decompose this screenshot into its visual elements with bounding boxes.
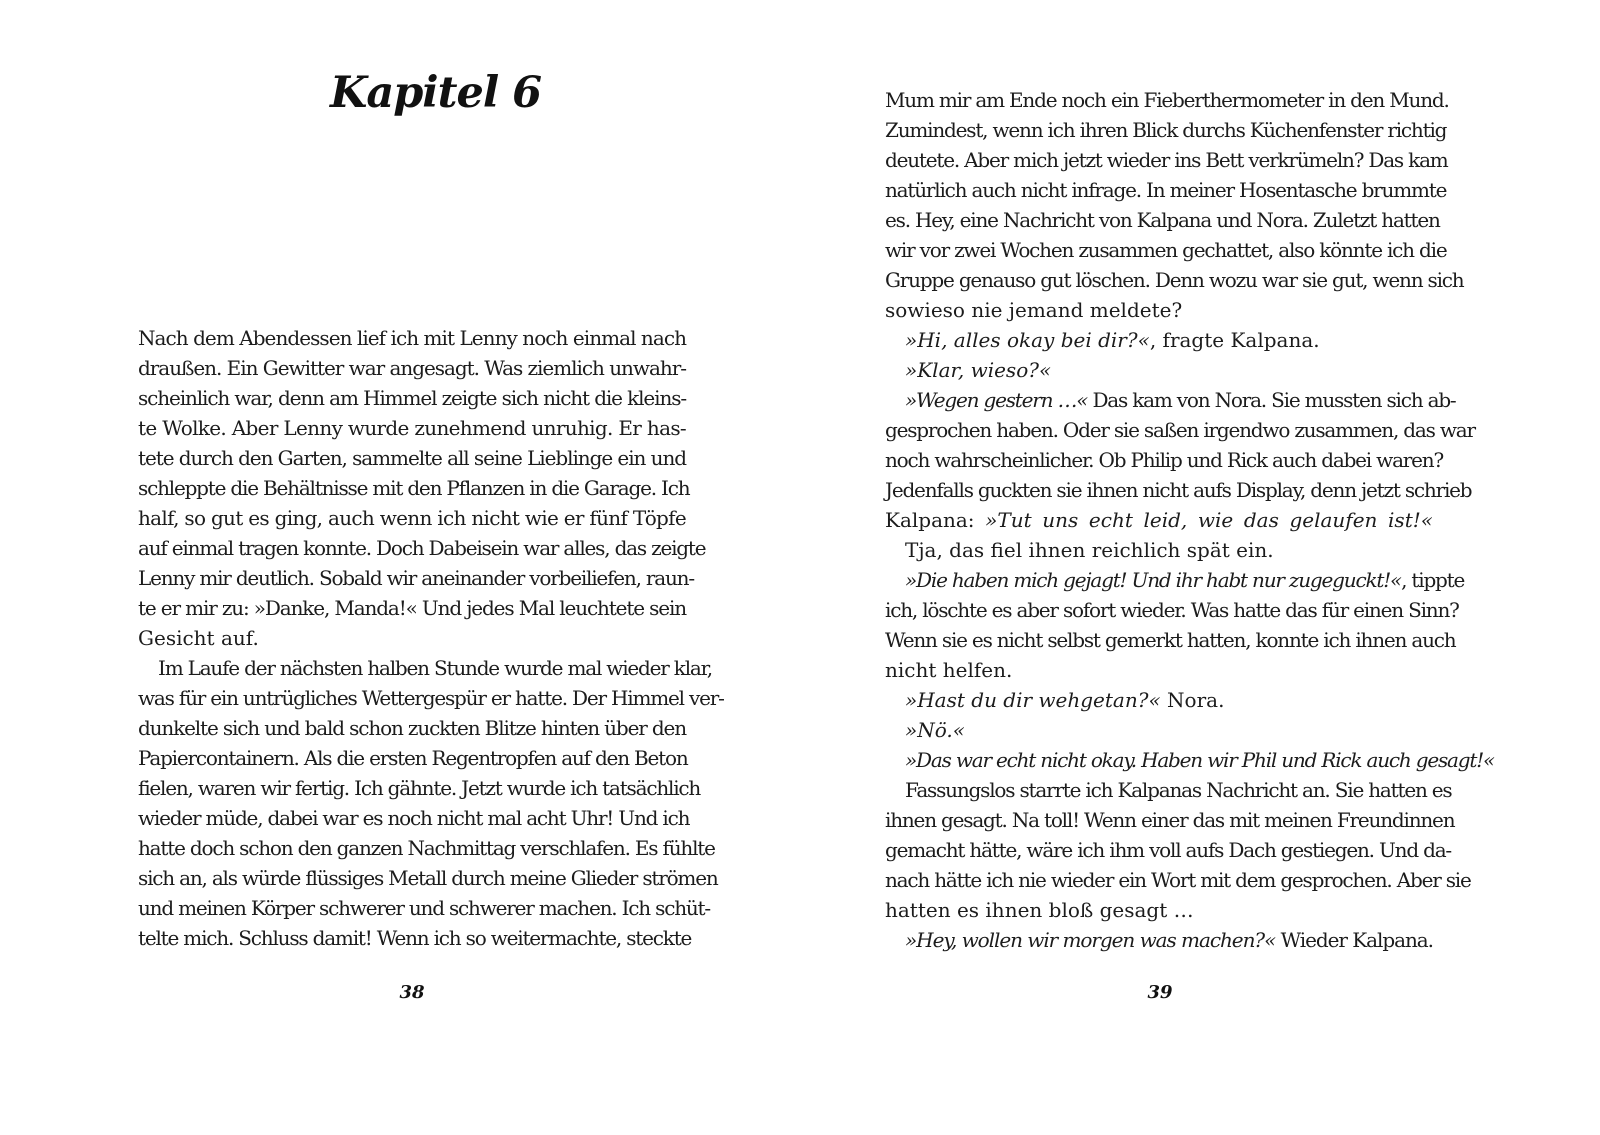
- text-line: [138, 383, 686, 413]
- text-line: [885, 745, 1495, 775]
- text-segment: es. Hey, eine Nachricht von Kalpana und Nora. Zuletzt hatten: [885, 208, 1440, 232]
- text-segment: te Wolke. Aber Lenny wurde zunehmend unruhig. Er has-: [138, 416, 687, 440]
- text-segment: ihnen gesagt. Na toll! Wenn einer das mit meinen Freundinnen: [885, 808, 1455, 832]
- text-line: [138, 683, 724, 713]
- text-line: [138, 803, 690, 833]
- text-line: [885, 865, 1471, 895]
- text-line: [885, 115, 1447, 145]
- page-number-right: 39: [1147, 982, 1173, 1003]
- text-line: [885, 685, 1433, 715]
- text-line: [885, 175, 1447, 205]
- text-line: [885, 625, 1456, 655]
- text-segment: Lenny mir deutlich. Sobald wir aneinander vorbeiliefen, raun-: [138, 566, 694, 590]
- text-line: [885, 355, 1433, 385]
- text-segment: Gesicht auf.: [138, 626, 259, 650]
- text-line: [885, 895, 1433, 925]
- text-segment: Nach dem Abendessen lief ich mit Lenny noch einmal nach: [138, 326, 687, 350]
- text-segment: Kalpana:: [885, 508, 986, 532]
- text-segment: half, so gut es ging, auch wenn ich nicht wie er fünf Töpfe: [138, 506, 686, 530]
- text-segment: gemacht hätte, wäre ich ihm voll aufs Dach gestiegen. Und da-: [885, 838, 1451, 862]
- text-line: [885, 265, 1464, 295]
- text-segment: Tja, das fiel ihnen reichlich spät ein.: [905, 538, 1274, 562]
- text-line: [138, 563, 694, 593]
- text-segment: telte mich. Schluss damit! Wenn ich so weitermachte, steckte: [138, 926, 692, 950]
- text-line: [138, 893, 710, 923]
- text-line: [138, 773, 701, 803]
- text-segment: nach hätte ich nie wieder ein Wort mit dem gesprochen. Aber sie: [885, 868, 1471, 892]
- text-segment: ich, löschte es aber sofort wieder. Was hatte das für einen Sinn?: [885, 598, 1459, 622]
- text-segment: Fassungslos starrte ich Kalpanas Nachricht an. Sie hatten es: [905, 778, 1452, 802]
- text-segment: tete durch den Garten, sammelte all seine Lieblinge ein und: [138, 446, 686, 470]
- text-segment: Das kam von Nora. Sie mussten sich ab-: [1087, 388, 1456, 412]
- text-line: [885, 775, 1452, 805]
- text-line: [885, 595, 1459, 625]
- page-number-left: 38: [399, 982, 425, 1003]
- chapter-title: Kapitel 6: [330, 68, 542, 118]
- text-line: [885, 535, 1433, 565]
- text-line: [138, 503, 686, 533]
- text-segment: auf einmal tragen konnte. Doch Dabeisein war alles, das zeigte: [138, 536, 706, 560]
- text-segment: Im Laufe der nächsten halben Stunde wurde mal wieder klar,: [158, 656, 712, 680]
- text-line: [138, 833, 715, 863]
- text-line: [885, 325, 1433, 355]
- text-segment: Mum mir am Ende noch ein Fieberthermometer in den Mund.: [885, 88, 1449, 112]
- text-segment: schleppte die Behältnisse mit den Pflanzen in die Garage. Ich: [138, 476, 690, 500]
- text-segment: und meinen Körper schwerer und schwerer machen. Ich schüt-: [138, 896, 710, 920]
- text-segment: , fragte Kalpana.: [1149, 328, 1320, 352]
- right-page: [800, 0, 1600, 1135]
- text-segment: gesprochen haben. Oder sie saßen irgendwo zusammen, das war: [885, 418, 1475, 442]
- text-segment: natürlich auch nicht infrage. In meiner Hosentasche brummte: [885, 178, 1447, 202]
- italic-text-segment: »Die haben mich gejagt! Und ihr habt nur zugeguckt!«: [905, 568, 1402, 592]
- italic-text-segment: »Hey, wollen wir morgen was machen?«: [905, 928, 1276, 952]
- text-segment: fielen, waren wir fertig. Ich gähnte. Jetzt wurde ich tatsächlich: [138, 776, 701, 800]
- text-segment: dunkelte sich und bald schon zuckten Blitze hinten über den: [138, 716, 686, 740]
- text-segment: , tippte: [1401, 568, 1465, 592]
- text-line: [138, 443, 686, 473]
- text-line: [138, 923, 692, 953]
- text-line: [885, 925, 1433, 955]
- text-segment: Wieder Kalpana.: [1275, 928, 1433, 952]
- right-page-text: [885, 85, 1495, 955]
- text-segment: sich an, als würde flüssiges Metall durch meine Glieder strömen: [138, 866, 718, 890]
- italic-text-segment: »Nö.«: [905, 718, 966, 742]
- text-segment: wieder müde, dabei war es noch nicht mal acht Uhr! Und ich: [138, 806, 690, 830]
- left-page-text: [138, 323, 724, 953]
- text-line: [138, 623, 686, 653]
- text-line: [138, 473, 690, 503]
- text-segment: wir vor zwei Wochen zusammen gechattet, also könnte ich die: [885, 238, 1447, 262]
- text-line: [885, 415, 1475, 445]
- text-line: [138, 653, 712, 683]
- text-line: [885, 235, 1447, 265]
- text-line: [138, 323, 686, 353]
- italic-text-segment: »Wegen gestern …«: [905, 388, 1088, 412]
- text-line: [138, 533, 706, 563]
- text-line: [885, 715, 1433, 745]
- text-segment: hatten es ihnen bloß gesagt …: [885, 898, 1194, 922]
- text-segment: noch wahrscheinlicher. Ob Philip und Rick auch dabei waren?: [885, 448, 1443, 472]
- text-line: [138, 593, 686, 623]
- text-segment: scheinlich war, denn am Himmel zeigte sich nicht die kleins-: [138, 386, 686, 410]
- text-line: [885, 655, 1433, 685]
- text-line: [885, 385, 1456, 415]
- text-segment: draußen. Ein Gewitter war angesagt. Was ziemlich unwahr-: [138, 356, 686, 380]
- text-segment: te er mir zu: »Danke, Manda!« Und jedes Mal leuchtete sein: [138, 596, 686, 620]
- text-segment: Jedenfalls guckten sie ihnen nicht aufs Display, denn jetzt schrieb: [885, 478, 1472, 502]
- text-line: [138, 863, 718, 893]
- text-segment: sowieso nie jemand meldete?: [885, 298, 1183, 322]
- text-segment: Papiercontainern. Als die ersten Regentropfen auf den Beton: [138, 746, 688, 770]
- italic-text-segment: »Tut uns echt leid, wie das gelaufen ist!«: [985, 508, 1433, 532]
- text-segment: nicht helfen.: [885, 658, 1013, 682]
- text-line: [138, 713, 686, 743]
- text-segment: Gruppe genauso gut löschen. Denn wozu war sie gut, wenn sich: [885, 268, 1464, 292]
- text-segment: hatte doch schon den ganzen Nachmittag verschlafen. Es fühlte: [138, 836, 715, 860]
- text-line: [885, 445, 1443, 475]
- text-line: [885, 205, 1440, 235]
- text-segment: Wenn sie es nicht selbst gemerkt hatten, konnte ich ihnen auch: [885, 628, 1456, 652]
- italic-text-segment: »Hi, alles okay bei dir?«: [905, 328, 1150, 352]
- text-segment: deutete. Aber mich jetzt wieder ins Bett verkrümeln? Das kam: [885, 148, 1448, 172]
- text-line: [885, 85, 1449, 115]
- text-line: [885, 475, 1472, 505]
- text-segment: Nora.: [1160, 688, 1225, 712]
- text-line: [885, 565, 1465, 595]
- italic-text-segment: »Das war echt nicht okay. Haben wir Phil und Rick auch gesagt!«: [905, 748, 1495, 772]
- text-segment: was für ein untrügliches Wettergespür er hatte. Der Himmel ver-: [138, 686, 724, 710]
- text-line: [885, 835, 1451, 865]
- text-line: [138, 743, 686, 773]
- text-line: [885, 505, 1433, 535]
- text-line: [138, 353, 686, 383]
- text-line: [885, 295, 1433, 325]
- text-segment: Zumindest, wenn ich ihren Blick durchs Küchenfenster richtig: [885, 118, 1447, 142]
- text-line: [885, 805, 1455, 835]
- text-line: [885, 145, 1448, 175]
- text-line: [138, 413, 686, 443]
- italic-text-segment: »Hast du dir wehgetan?«: [905, 688, 1161, 712]
- italic-text-segment: »Klar, wieso?«: [905, 358, 1052, 382]
